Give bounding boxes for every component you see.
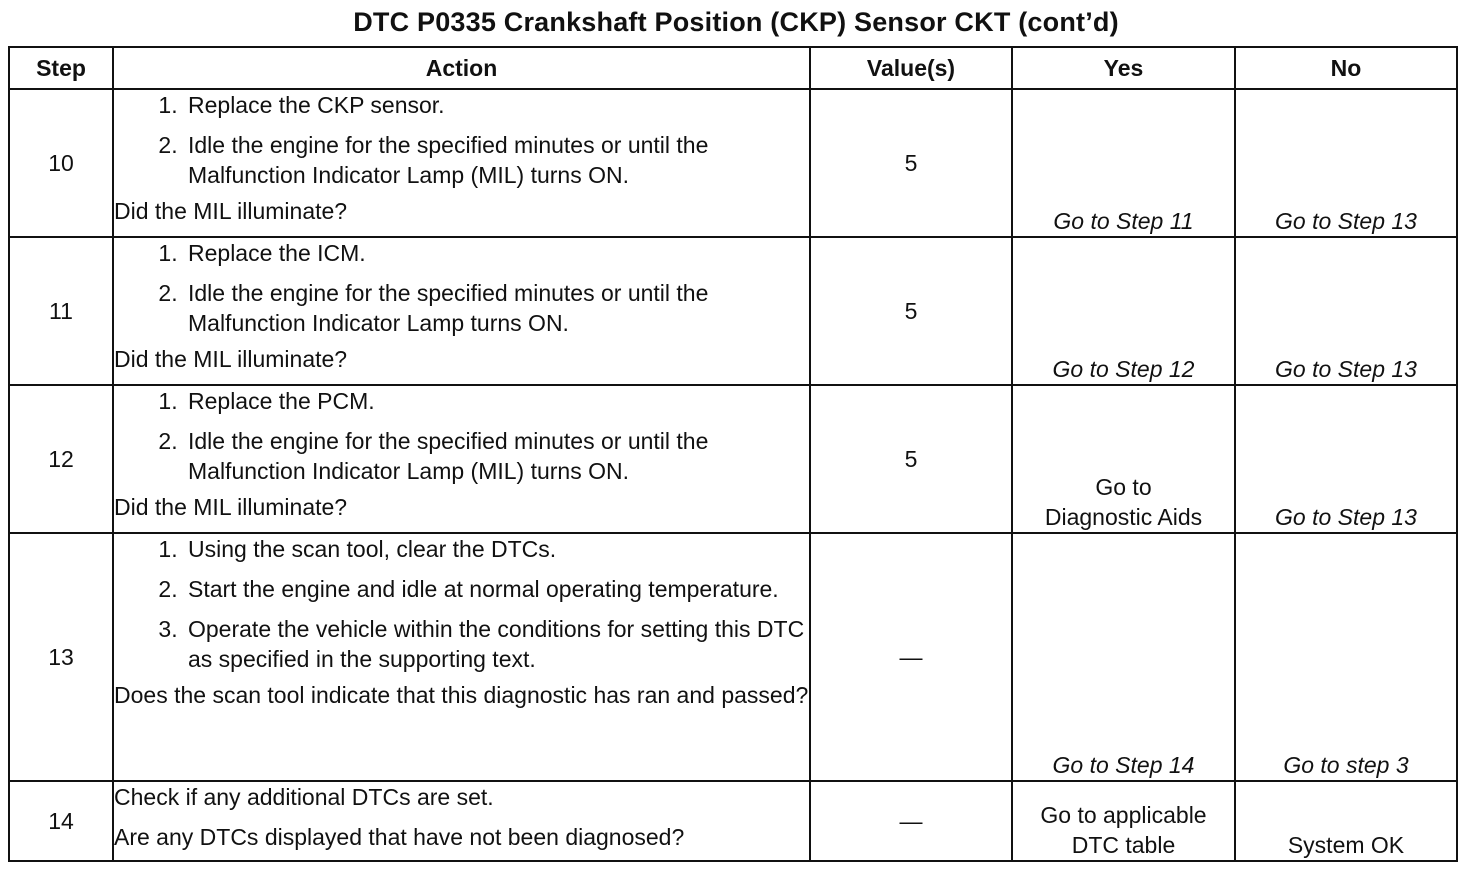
yes-cell (1012, 781, 1235, 861)
action-item: 2. Idle the engine for the specified minutes or until the Malfunction Indicator Lamp turns ON. (184, 278, 809, 338)
diagnostic-table (8, 46, 1458, 862)
action-question: Did the MIL illuminate? (114, 494, 348, 520)
yes-line: DTC table (1071, 832, 1176, 858)
action-list (114, 90, 809, 190)
action-list (114, 386, 809, 486)
table-row (9, 533, 1457, 781)
action-question: Are any DTCs displayed that have not been diagnosed? (114, 824, 685, 850)
action-cell (113, 385, 810, 533)
yes-cell: Go to Step 14 (1012, 533, 1235, 781)
table-row (9, 89, 1457, 237)
yes-cell: Go to Step 12 (1012, 237, 1235, 385)
action-cell (113, 89, 810, 237)
step-number: 12 (9, 385, 113, 533)
header-no: No (1235, 47, 1457, 89)
value-cell: — (810, 781, 1012, 861)
no-cell: Go to Step 13 (1235, 385, 1457, 533)
action-item: 1. Using the scan tool, clear the DTCs. (184, 534, 809, 564)
action-question: Does the scan tool indicate that this diagnostic has ran and passed? (114, 682, 809, 708)
yes-line: Go to applicable (1040, 802, 1207, 828)
header-value: Value(s) (810, 47, 1012, 89)
action-question: Did the MIL illuminate? (114, 198, 348, 224)
action-cell (113, 237, 810, 385)
no-cell: System OK (1235, 781, 1457, 861)
action-item: 1. Replace the ICM. (184, 238, 809, 268)
action-list (114, 238, 809, 338)
table-row (9, 237, 1457, 385)
header-row (9, 47, 1457, 89)
page-title: DTC P0335 Crankshaft Position (CKP) Sensor CKT (cont’d) (353, 7, 1119, 37)
action-question: Did the MIL illuminate? (114, 346, 348, 372)
action-item: 1. Replace the PCM. (184, 386, 809, 416)
value-cell: 5 (810, 89, 1012, 237)
value-cell: — (810, 533, 1012, 781)
step-number: 13 (9, 533, 113, 781)
step-number: 14 (9, 781, 113, 861)
no-cell: Go to Step 13 (1235, 237, 1457, 385)
action-item: 1. Replace the CKP sensor. (184, 90, 809, 120)
header-action: Action (113, 47, 810, 89)
no-cell: Go to Step 13 (1235, 89, 1457, 237)
yes-line: Diagnostic Aids (1044, 504, 1203, 530)
action-text: Check if any additional DTCs are set. (114, 784, 494, 810)
step-number: 10 (9, 89, 113, 237)
action-item: 2. Idle the engine for the specified minutes or until the Malfunction Indicator Lamp (MIL) turns ON. (184, 130, 809, 190)
header-yes: Yes (1012, 47, 1235, 89)
no-cell: Go to step 3 (1235, 533, 1457, 781)
yes-cell: Go to Step 11 (1012, 89, 1235, 237)
value-cell: 5 (810, 385, 1012, 533)
action-item: 2. Start the engine and idle at normal operating temperature. (184, 574, 809, 604)
table-row (9, 781, 1457, 861)
action-cell (113, 781, 810, 861)
step-number: 11 (9, 237, 113, 385)
action-list (114, 534, 809, 674)
action-cell (113, 533, 810, 781)
table-row (9, 385, 1457, 533)
yes-cell (1012, 385, 1235, 533)
action-item: 2. Idle the engine for the specified minutes or until the Malfunction Indicator Lamp (MIL) turns ON. (184, 426, 809, 486)
value-cell: 5 (810, 237, 1012, 385)
action-item: 3. Operate the vehicle within the conditions for setting this DTC as specified in the supporting text. (184, 614, 809, 674)
header-step: Step (9, 47, 113, 89)
yes-line: Go to (1095, 474, 1152, 500)
